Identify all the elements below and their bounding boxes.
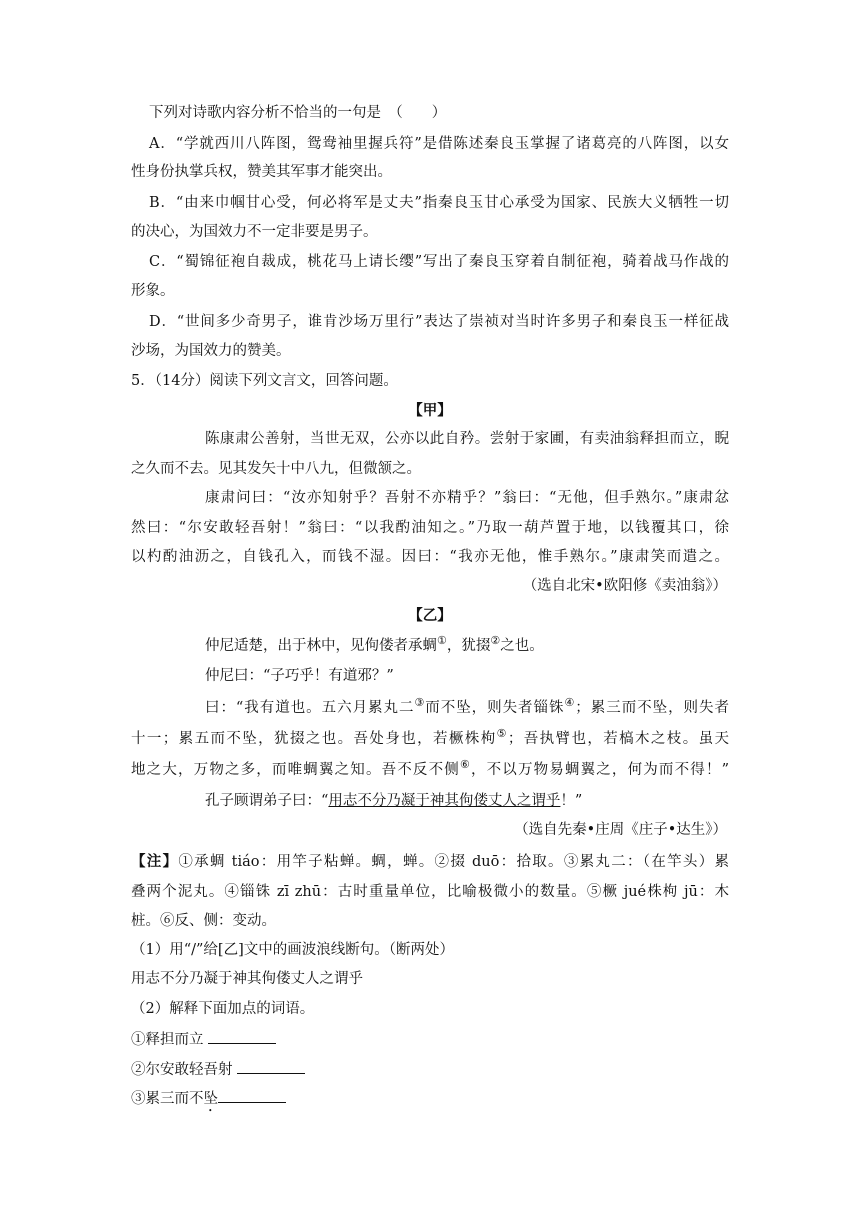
note-ref-5: ⑤ — [496, 727, 508, 740]
q4-option-a-line2: 性身份执掌兵权，赞美其军事才能突出。 — [131, 164, 392, 180]
sub2-item1 — [131, 1029, 276, 1050]
q4-option-b-line1: B．“由来巾帼甘心受，何必将军是丈夫”指秦良玉甘心承受为国家、民族大义牺牲一切 — [149, 195, 729, 211]
q4-option-a-line1: A．“学就西川八阵图，鸳鸯袖里握兵符”是借陈述秦良玉掌握了诸葛亮的八阵图，以女 — [149, 136, 729, 152]
note-ref-3: ③ — [414, 696, 426, 709]
jia-p2-line1: 康肃问曰：“汝亦知射乎？吾射不亦精乎？”翁曰：“无他，但手熟尔。”康肃忿 — [205, 490, 729, 506]
yi-p3-l3-b: ，不以万物易蜩翼之，何为而不得！” — [470, 762, 729, 778]
answer-blank-3[interactable] — [218, 1088, 286, 1103]
jia-p2-line3: 以杓酌油沥之，自钱孔入，而钱不湿。因曰：“我亦无他，惟手熟尔。”康肃笑而遣之。 — [131, 549, 729, 565]
jia-p1-line2: 之久而不去。见其发矢十中八九，但微颔之。 — [131, 461, 421, 477]
notes-label: 【注】 — [131, 853, 179, 870]
yi-p1-text-a: 仲尼适楚，出于林中，见佝偻者承蜩 — [205, 638, 437, 654]
sub2-item1-text: ①释担而立 — [131, 1032, 204, 1048]
yi-p2: 仲尼曰：“子巧乎！有道邪？” — [205, 668, 394, 684]
notes-line1-text: ①承蜩 tiáo：用竿子粘蝉。蜩，蝉。②掇 duō：拾取。③累丸二：（在竿头）累 — [178, 854, 730, 870]
sub2-question: （2）解释下面加点的词语。 — [131, 1001, 315, 1017]
answer-blank-1[interactable] — [208, 1029, 276, 1044]
q4-option-d-line1: D．“世间多少奇男子，谁肯沙场万里行”表达了崇祯对当时许多男子和秦良玉一样征战 — [149, 314, 729, 330]
yi-p3-l3-a: 地之大，万物之多，而唯蜩翼之知。吾不反不侧 — [131, 762, 460, 778]
dotted-word: 坠 — [203, 1091, 218, 1107]
q4-option-c-line2: 形象。 — [131, 283, 175, 299]
yi-p1-text-c: 之也。 — [500, 638, 544, 654]
yi-p1 — [205, 636, 544, 657]
jia-source: （选自北宋•欧阳修《卖油翁》） — [522, 578, 727, 594]
answer-blank-2[interactable] — [237, 1059, 305, 1074]
note-ref-6: ⑥ — [459, 758, 471, 771]
q4-stem: 下列对诗歌内容分析不恰当的一句是 （ ） — [149, 105, 447, 121]
q5-title: 5．（14分）阅读下列文言文，回答问题。 — [131, 373, 398, 389]
q4-option-c-line1: C．“蜀锦征袍自裁成，桃花马上请长缨”写出了秦良玉穿着自制征袍，骑着战马作战的 — [149, 254, 729, 270]
note-ref-4: ④ — [564, 696, 576, 709]
sub2-item2 — [131, 1059, 305, 1080]
yi-p3-line3 — [131, 760, 729, 781]
sub1-text: 用志不分乃凝于神其佝偻丈人之谓乎 — [131, 971, 363, 987]
yi-p3-l1-a: 曰：“我有道也。五六月累丸二 — [205, 700, 415, 716]
sub1-question: （1）用“/”给[乙]文中的画波浪线断句。（断两处） — [131, 942, 454, 958]
yi-p3-line2 — [131, 729, 729, 750]
yi-p4 — [205, 791, 582, 811]
q4-option-b-line2: 的决心，为国效力不一定非要是男子。 — [131, 224, 378, 240]
jia-p2-line2: 然曰：“尔安敢轻吾射！”翁曰：“以我酌油知之。”乃取一葫芦置于地，以钱覆其口，徐 — [131, 520, 729, 536]
sub2-item3 — [131, 1088, 286, 1115]
yi-p1-text-b: ，犹掇 — [446, 638, 491, 654]
sub2-item3-text: ③累三而不 — [131, 1091, 204, 1107]
yi-p4-b: ！” — [560, 793, 583, 809]
yi-p3-l2-b: ；吾执臂也，若槁木之枝。虽天 — [507, 731, 729, 747]
yi-p3-line1 — [205, 698, 729, 719]
yi-p3-l1-c: ；累三而不坠，则失者 — [575, 700, 729, 716]
yi-p3-l1-b: 而不坠，则失者锱铢 — [425, 700, 565, 716]
notes-line1 — [131, 852, 729, 872]
notes-line2: 叠两个泥丸。④锱铢 zī zhū：古时重量单位，比喻极微小的数量。⑤橛 jué株枸 jū：木 — [131, 884, 729, 900]
wavy-underlined-sentence: 用志不分乃凝于神其佝偻丈人之谓乎 — [328, 793, 561, 809]
notes-line3: 桩。⑥反、侧：变动。 — [131, 913, 276, 929]
q4-option-d-line2: 沙场，为国效力的赞美。 — [131, 343, 291, 359]
passage-yi-heading: 【乙】 — [408, 607, 452, 624]
passage-jia-heading: 【甲】 — [408, 402, 452, 419]
yi-p3-l2-a: 十一；累五而不坠，犹掇之也。吾处身也，若橛株枸 — [131, 731, 497, 747]
sub2-item2-text: ②尔安敢轻吾射 — [131, 1062, 233, 1078]
yi-p4-a: 孔子顾谓弟子曰：“ — [205, 793, 329, 809]
note-ref-1: ① — [437, 634, 447, 647]
yi-source: （选自先秦•庄周《庄子•达生》） — [514, 822, 727, 838]
note-ref-2: ② — [490, 634, 501, 647]
jia-p1-line1: 陈康肃公善射，当世无双，公亦以此自矜。尝射于家圃，有卖油翁释担而立，睨 — [205, 431, 729, 447]
